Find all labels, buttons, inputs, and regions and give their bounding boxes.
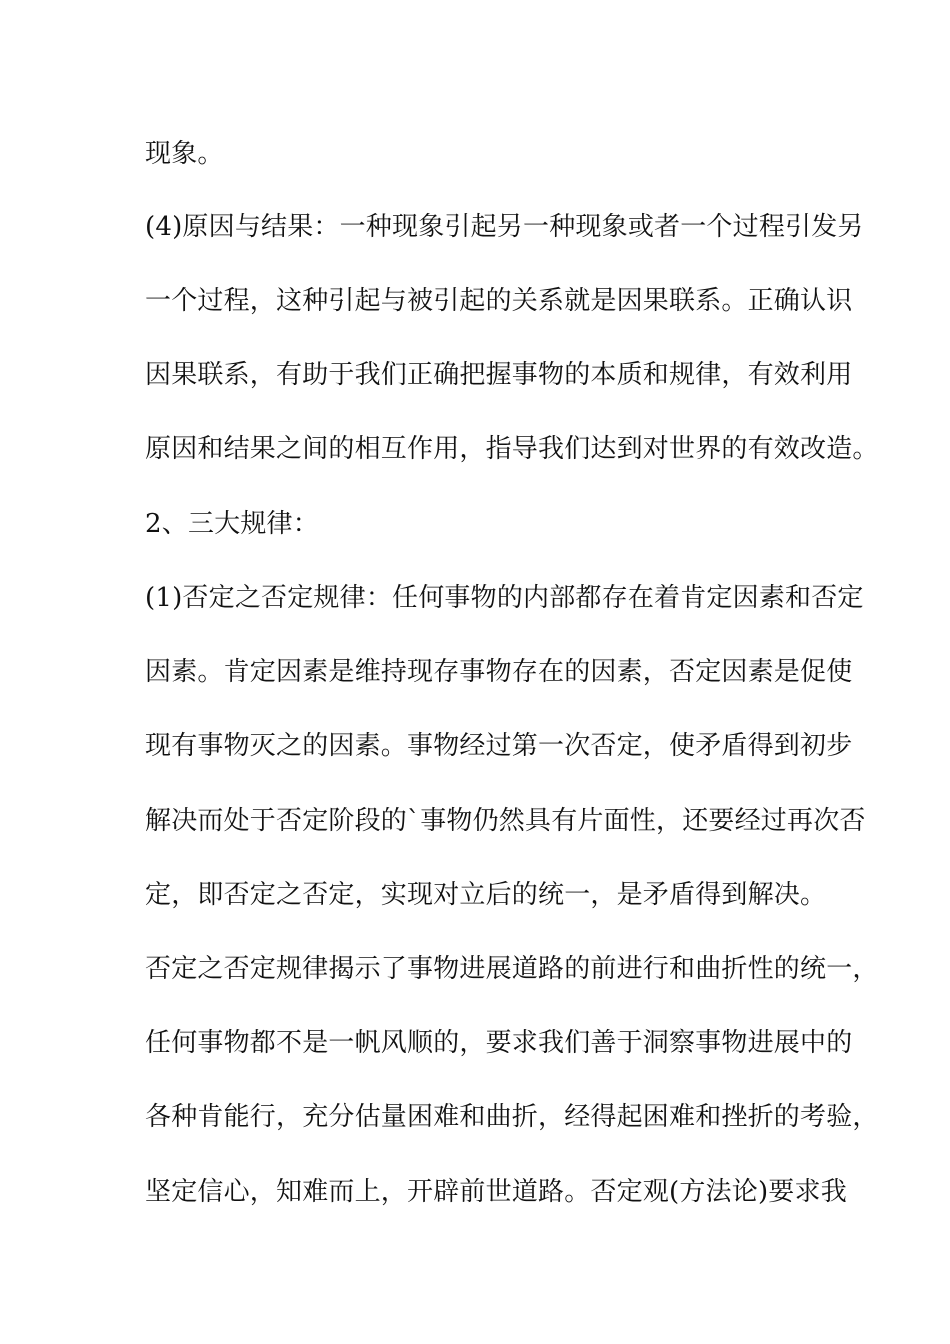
text-line: (4)原因与结果：一种现象引起另一种现象或者一个过程引发另 (145, 212, 864, 242)
text-line: 一个过程，这种引起与被引起的关系就是因果联系。正确认识 (145, 286, 853, 316)
text-line: 现有事物灭之的因素。事物经过第一次否定，使矛盾得到初步 (145, 731, 853, 761)
text-line: 各种肯能行，充分估量困难和曲折，经得起困难和挫折的考验， (145, 1102, 879, 1132)
text-line: (1)否定之否定规律：任何事物的内部都存在着肯定因素和否定 (145, 583, 864, 613)
text-line: 坚定信心，知难而上，开辟前世道路。否定观(方法论)要求我 (145, 1177, 847, 1207)
text-line: 因素。肯定因素是维持现存事物存在的因素，否定因素是促使 (145, 657, 853, 687)
text-line: 现象。 (145, 139, 224, 169)
text-line: 否定之否定规律揭示了事物进展道路的前进行和曲折性的统一， (145, 954, 879, 984)
text-line: 任何事物都不是一帆风顺的，要求我们善于洞察事物进展中的 (145, 1028, 853, 1058)
text-line: 解决而处于否定阶段的`事物仍然具有片面性，还要经过再次否 (145, 806, 866, 836)
text-line: 原因和结果之间的相互作用，指导我们达到对世界的有效改造。 (145, 434, 879, 464)
section-heading: 2、三大规律： (145, 509, 319, 539)
text-line: 因果联系，有助于我们正确把握事物的本质和规律，有效利用 (145, 360, 853, 390)
text-line: 定，即否定之否定，实现对立后的统一，是矛盾得到解决。 (145, 880, 827, 910)
